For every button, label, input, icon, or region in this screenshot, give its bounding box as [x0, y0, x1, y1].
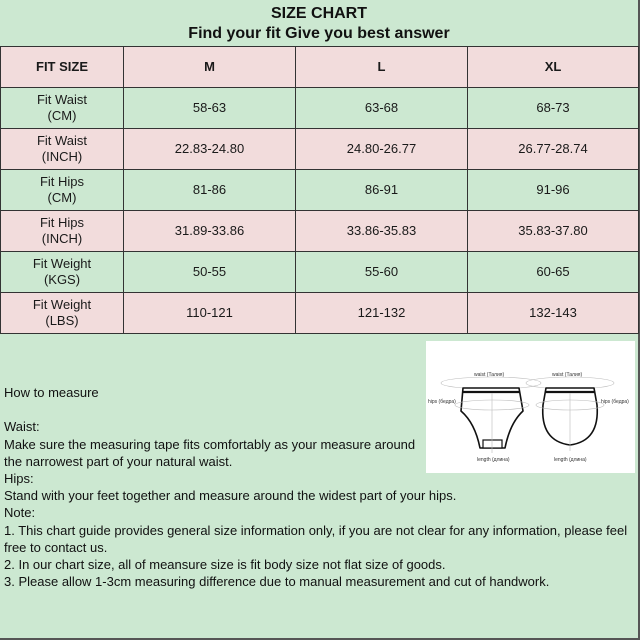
table-row [1, 293, 639, 334]
table-row [1, 170, 639, 211]
table-row [1, 129, 639, 170]
row-label: Fit Hips (INCH) [1, 211, 124, 252]
table-row [1, 252, 639, 293]
table-row [1, 88, 639, 129]
row-label: Fit Hips (CM) [1, 170, 124, 211]
cell-m: 50-55 [124, 252, 296, 293]
cell-xl: 132-143 [468, 293, 639, 334]
waist-instruction-line2: the narrowest part of your natural waist. [4, 453, 233, 469]
cell-m: 110-121 [124, 293, 296, 334]
cell-xl: 35.83-37.80 [468, 211, 639, 252]
column-header-m: M [124, 47, 296, 88]
svg-text:length (длина): length (длина) [554, 457, 587, 463]
cell-xl: 68-73 [468, 88, 639, 129]
cell-m: 31.89-33.86 [124, 211, 296, 252]
note-heading: Note: [4, 505, 36, 521]
hips-instruction: Stand with your feet together and measure around the widest part of your hips. [4, 488, 457, 504]
cell-m: 81-86 [124, 170, 296, 211]
svg-text:length (длина): length (длина) [477, 457, 510, 463]
svg-text:hips (бедра): hips (бедра) [601, 399, 629, 405]
cell-l: 63-68 [296, 88, 468, 129]
spacer [4, 401, 634, 418]
note-1-line1: 1. This chart guide provides general size information only, if you are not clear for any information, please feel [4, 522, 628, 538]
cell-l: 86-91 [296, 170, 468, 211]
cell-l: 24.80-26.77 [296, 129, 468, 170]
hips-heading: Hips: [4, 471, 34, 486]
svg-text:waist (Талия): waist (Талия) [552, 372, 583, 378]
waist-heading: Waist: [4, 419, 40, 435]
note-2: 2. In our chart size, all of meansure size is fit body size not flat size of goods. [4, 557, 446, 573]
chart-title: SIZE CHART [271, 5, 367, 22]
cell-xl: 91-96 [468, 170, 639, 211]
row-label: Fit Waist (INCH) [1, 129, 124, 170]
row-label: Fit Weight (KGS) [1, 252, 124, 293]
cell-l: 121-132 [296, 293, 468, 334]
note-1-line2: free to contact us. [4, 539, 108, 555]
size-table [0, 46, 639, 334]
note-3: 3. Please allow 1-3cm measuring difference due to manual measurement and cut of handwork. [4, 574, 550, 590]
cell-m: 22.83-24.80 [124, 129, 296, 170]
column-header-xl: XL [468, 47, 639, 88]
row-label: Fit Waist (CM) [1, 88, 124, 129]
column-header-fit-size: FIT SIZE [1, 47, 124, 88]
table-row [1, 211, 639, 252]
chart-subtitle: Find your fit Give you best answer [188, 25, 450, 42]
how-to-measure-heading: How to measure [4, 385, 99, 400]
svg-text:hips (бедра): hips (бедра) [428, 399, 456, 405]
waist-instruction-line1: Make sure the measuring tape fits comfortably as your measure around [4, 436, 416, 452]
cell-l: 33.86-35.83 [296, 211, 468, 252]
row-label: Fit Weight (LBS) [1, 293, 124, 334]
table-header-row [1, 47, 639, 88]
cell-xl: 60-65 [468, 252, 639, 293]
cell-xl: 26.77-28.74 [468, 129, 639, 170]
cell-m: 58-63 [124, 88, 296, 129]
column-header-l: L [296, 47, 468, 88]
measurement-notes [4, 384, 634, 590]
svg-text:waist (Талия): waist (Талия) [474, 372, 505, 378]
chart-header [0, 0, 638, 46]
cell-l: 55-60 [296, 252, 468, 293]
